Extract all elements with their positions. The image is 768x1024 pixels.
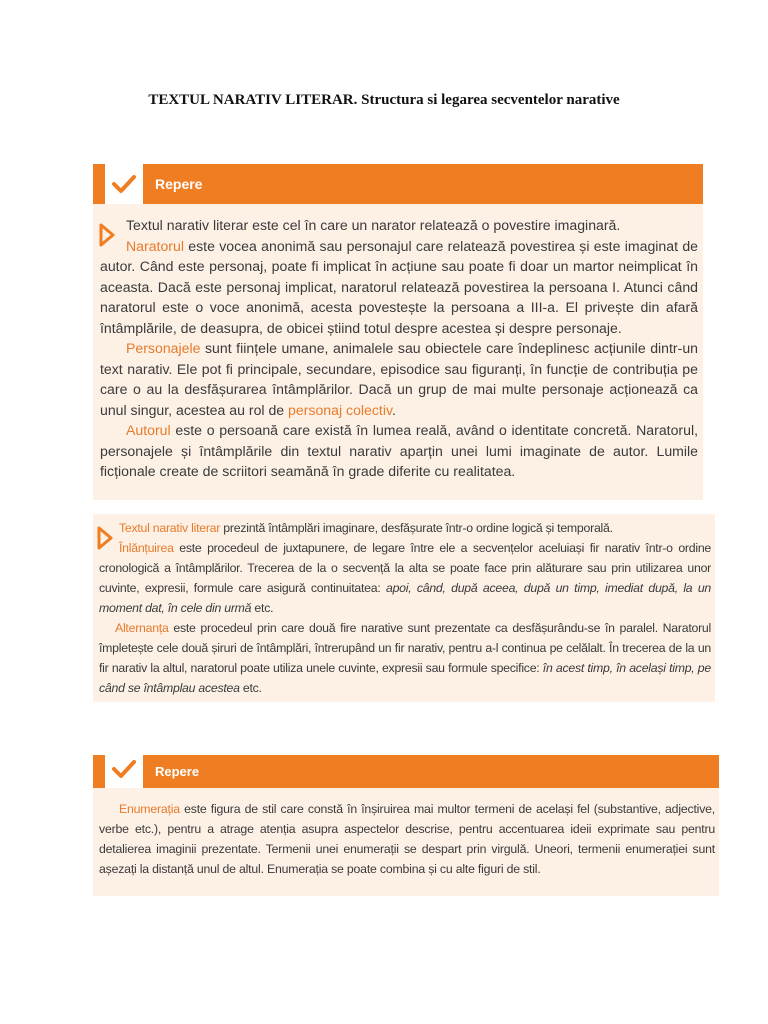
paragraph-alternanta: este procedeul prin care două fire narative sunt prezentate ca desfășurându-se în paralel. Naratorul împletește cele două șiruri de întâmplări, întrerupând un fir narativ, pentru a-l continua pe celălalt. În trecerea de la un fir narativ la altul, naratorul poate utiliza unele cuvinte, expresii sau formule specifice: [99,621,711,675]
term-personaj-colectiv: personaj colectiv [288,401,392,418]
paragraph-personaje: sunt ființele umane, animalele sau obiectele care îndeplinesc acțiunile dintr-un text narativ. Ele pot fi principale, secundare, episodice sau figuranți, în funcție de contribuția pe care o au la desfășurarea întâmplărilor. Dacă un grup de mai multe personaje acționează ca unul singur, acestea au rol de [100,340,698,418]
repere-header-2 [93,755,719,788]
inlantuire-examples: apoi, când, după aceea, după un timp, imediat după, la un moment dat, în cele din urmă [99,581,712,615]
etc: etc. [251,601,274,615]
alternanta-examples: în acest timp, în același timp, pe când se întâmplau acestea [99,661,711,695]
checkmark-icon [105,164,143,204]
narrative-structure-panel [93,514,715,702]
document-title: TEXTUL NARATIV LITERAR. Structura si legarea secventelor narative [148,92,620,108]
term-enumeratia: Enumerația [119,802,180,816]
repere-label: Repere [155,176,203,192]
repere-text-1 [100,215,698,482]
checkmark-icon [105,749,143,788]
narrative-structure-text [99,518,711,698]
term-personajele: Personajele [126,340,201,356]
term-naratorul: Naratorul [126,237,184,254]
etc: etc. [239,681,262,695]
paragraph-autor: este o persoană care există în lumea reală, având o identitate concretă. Naratorul, personajele și întâmplările din textul narativ aparțin unei lumi imaginate de autor. Lumile ficționale create de scriitori seamănă în grade diferite cu realitatea. [100,422,698,479]
paragraph-narator: este vocea anonimă sau personajul care relatează povestirea și este imaginat de autor. Când este personaj, poate fi implicat în acțiune sau poate fi doar un martor neimplicat în aceasta. Dacă este personaj implicat, naratorul relatează povestirea la persoana I. Atunci când naratorul este o voce anonimă, acesta povestește la persoana a III-a. El privește din afară întâmplările, de deasupra, de obicei știind totul despre acestea și despre personaje. [100,237,698,336]
paragraph-narrative-text: Textul narativ literar este cel în care un narator relatează o povestire imaginară. [126,217,621,233]
period: . [391,401,396,418]
paragraph-text: prezintă întâmplări imaginare, desfășurate într-o ordine logică și temporală. [220,521,613,535]
term-autorul: Autorul [126,422,171,438]
term-alternanta: Alternanța [115,621,169,635]
repere-label: Repere [155,764,200,779]
paragraph-enumeratia: este figura de stil care constă în înșiruirea mai multor termeni de același fel (substantive, adjective, verbe etc.), pentru a atrage atenția asupra aspectelor descrise, pentru accentuarea ideii exprimate sau pentru detalierea imaginii prezentate. Termenii unei enumerații se despart prin virgulă. Uneori, termenii enumerației sunt așezați la distanță unul de altul. Enumerația se poate combina și cu alte figuri de stil. [99,802,715,876]
repere-panel-1 [93,204,703,500]
term-textul-narativ-literar: Textul narativ literar [119,521,221,535]
enumeratia-text [99,799,715,879]
term-inlantuirea: Înlănțuirea [119,541,174,555]
paragraph-inlantuire: este procedeul de juxtapunere, de legare între ele a secvențelor aceluiași fir narativ într-o ordine cronologică a întâmplărilor. Trecerea de la o secvență la alta se poate face prin alăturare sau prin utilizarea unor cuvinte, expresii, formule care asigură continuitatea: [99,541,711,595]
repere-panel-2 [93,788,719,896]
repere-header-1 [93,164,703,204]
